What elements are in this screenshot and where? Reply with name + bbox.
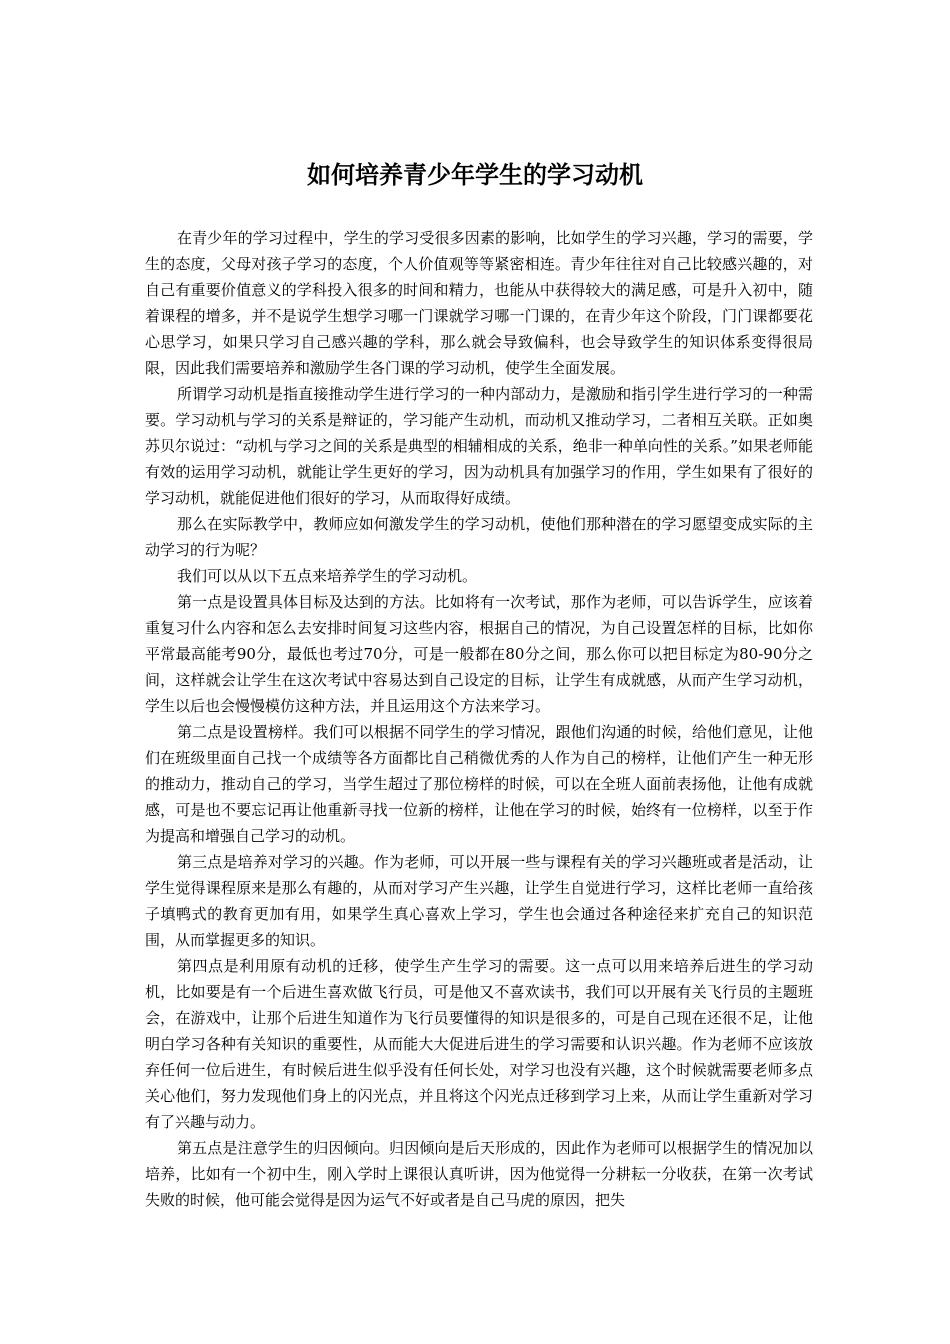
paragraph-five-points: 我们可以从以下五点来培养学生的学习动机。: [177, 567, 478, 585]
document-body: [145, 225, 813, 1213]
paragraph-question: 那么在实际教学中，教师应如何激发学生的学习动机，使他们那种潜在的学习愿望变成实际的主动学习的行为呢？: [145, 515, 813, 559]
paragraph-intro: 在青少年的学习过程中，学生的学习受很多因素的影响，比如学生的学习兴趣，学习的需要，学生的态度，父母对孩子学习的态度，个人价值观等等紧密相连。青少年往往对自己比较感兴趣的，对自己有重要价值意义的学科投入很多的时间和精力，也能从中获得较大的满足感，可是升入初中，随着课程的增多，并不是说学生想学习哪一门课就学习哪一门课的，在青少年这个阶段，门门课都要花心思学习，如果只学习自己感兴趣的学科，那么就会导致偏科，也会导致学生的知识体系变得很局限，因此我们需要培养和激励学生各门课的学习动机，使学生全面发展。: [145, 229, 813, 377]
paragraph-point-five: 第五点是注意学生的归因倾向。归因倾向是后天形成的，因此作为老师可以根据学生的情况加以培养，比如有一个初中生，刚入学时上课很认真听讲，因为他觉得一分耕耘一分收获，在第一次考试失败的时候，他可能会觉得是因为运气不好或者是自己马虎的原因，把失: [145, 1139, 813, 1209]
paragraph-point-three: 第三点是培养对学习的兴趣。作为老师，可以开展一些与课程有关的学习兴趣班或者是活动，让学生觉得课程原来是那么有趣的，从而对学习产生兴趣，让学生自觉进行学习，这样比老师一直给孩子填鸭式的教育更加有用，如果学生真心喜欢上学习，学生也会通过各种途径来扩充自己的知识范围，从而掌握更多的知识。: [145, 853, 813, 949]
document-title: 如何培养青少年学生的学习动机: [307, 160, 643, 189]
paragraph-definition: 所谓学习动机是指直接推动学生进行学习的一种内部动力，是激励和指引学生进行学习的一种需要。学习动机与学习的关系是辩证的，学习能产生动机，而动机又推动学习，二者相互关联。正如奥苏贝尔说过：“动机与学习之间的关系是典型的相辅相成的关系，绝非一种单向性的关系。”如果老师能有效的运用学习动机，就能让学生更好的学习，因为动机具有加强学习的作用，学生如果有了很好的学习动机，就能促进他们很好的学习，从而取得好成绩。: [145, 385, 813, 507]
paragraph-point-four: 第四点是利用原有动机的迁移，使学生产生学习的需要。这一点可以用来培养后进生的学习动机，比如要是有一个后进生喜欢做飞行员，可是他又不喜欢读书，我们可以开展有关飞行员的主题班会，在游戏中，让那个后进生知道作为飞行员要懂得的知识是很多的，可是自己现在还很不足，让他明白学习各种有关知识的重要性，从而能大大促进后进生的学习需要和认识兴趣。作为老师不应该放弃任何一位后进生，有时候后进生似乎没有任何长处，对学习也没有兴趣，这个时候就需要老师多点关心他们，努力发现他们身上的闪光点，并且将这个闪光点迁移到学习上来，从而让学生重新对学习有了兴趣与动力。: [145, 957, 813, 1131]
paragraph-point-two: 第二点是设置榜样。我们可以根据不同学生的学习情况，跟他们沟通的时候，给他们意见，让他们在班级里面自己找一个成绩等各方面都比自己稍微优秀的人作为自己的榜样，让他们产生一种无形的推动力，推动自己的学习，当学生超过了那位榜样的时候，可以在全班人面前表扬他，让他有成就感，可是也不要忘记再让他重新寻找一位新的榜样，让他在学习的时候，始终有一位榜样，以至于作为提高和增强自己学习的动机。: [145, 723, 813, 845]
paragraph-point-one: 第一点是设置具体目标及达到的方法。比如将有一次考试，那作为老师，可以告诉学生，应该着重复习什么内容和怎么去安排时间复习这些内容，根据自己的情况，为自己设置怎样的目标，比如你平常最高能考90分，最低也考过70分，可是一般都在80分之间，那么你可以把目标定为80-90分之间，这样就会让学生在这次考试中容易达到自己设定的目标，让学生有成就感，从而产生学习动机，学生以后也会慢慢模仿这种方法，并且运用这个方法来学习。: [145, 593, 813, 715]
